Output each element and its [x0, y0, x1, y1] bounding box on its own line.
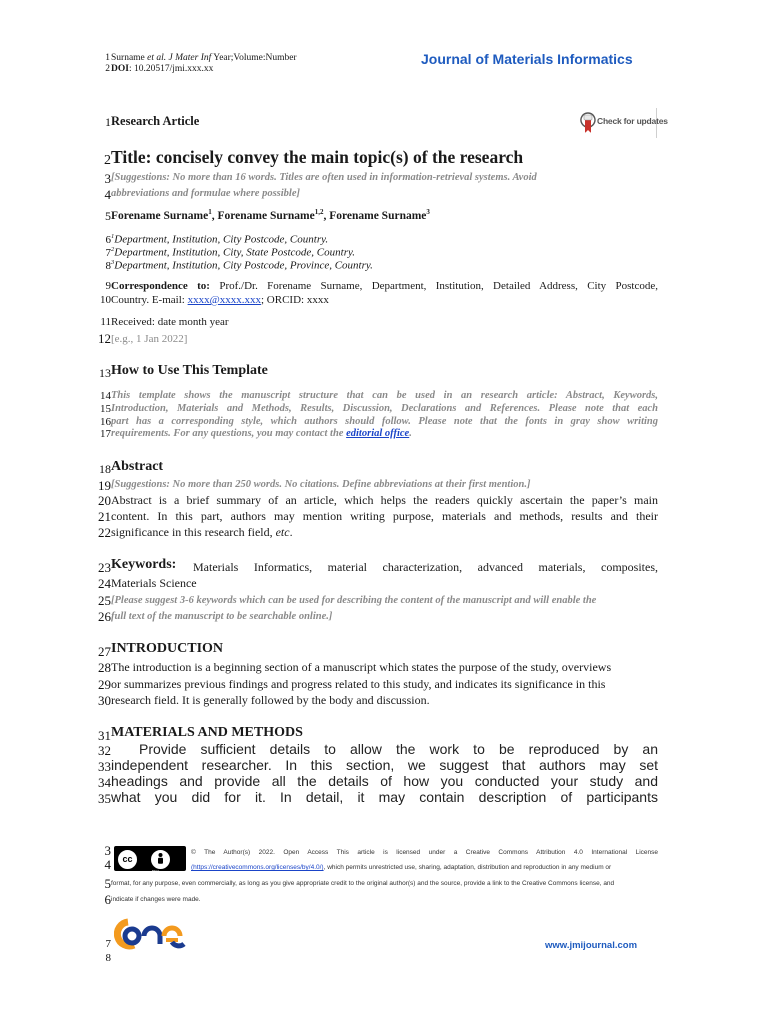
- line-number: 31: [98, 728, 111, 743]
- cc-icon: cc: [117, 849, 138, 870]
- journal-website-link[interactable]: www.jmijournal.com: [545, 940, 638, 951]
- line-number: 12: [98, 331, 111, 346]
- line-number: 1: [105, 53, 110, 63]
- line-number: 22: [98, 525, 111, 540]
- line-number: 2: [105, 64, 110, 74]
- line-number: 24: [98, 576, 111, 591]
- line-number: 1: [105, 115, 111, 129]
- line-number: 11: [100, 316, 111, 328]
- line-number: 23: [98, 560, 111, 575]
- abstract-hint: [Suggestions: No more than 250 words. No citations. Define abbreviations at their first mention.]: [111, 479, 531, 490]
- methods-line: Provide sufficient details to allow the work to be reproduced by an: [139, 741, 658, 757]
- author-sep: ,: [323, 209, 330, 222]
- author-sup: 3: [426, 208, 430, 216]
- license-url-link[interactable]: (https://creativecommons.org/licenses/by/4.0/): [191, 864, 324, 871]
- license-line: indicate if changes were made.: [111, 896, 201, 903]
- abstract-line: [111, 525, 293, 540]
- correspondence-line: [111, 280, 658, 292]
- header-doi: [111, 64, 213, 74]
- line-number: 13: [99, 366, 111, 380]
- citation-suffix: Year;Volume:Number: [211, 53, 297, 63]
- introduction-heading: INTRODUCTION: [111, 641, 224, 656]
- line-number: 8: [105, 952, 111, 964]
- check-for-updates-icon: [580, 112, 596, 134]
- article-type: Research Article: [111, 114, 200, 128]
- header-citation: [111, 53, 297, 63]
- person-icon: [151, 850, 170, 869]
- line-number: 15: [100, 403, 111, 415]
- correspondence-line: [111, 294, 329, 306]
- line-number: 30: [98, 693, 111, 708]
- license-line-text: , which permits unrestricted use, sharing, adaptation, distribution and reproduction in any medium or: [323, 864, 612, 871]
- line-number: 19: [98, 478, 111, 493]
- line-number: 21: [98, 509, 111, 524]
- abstract-line: content. In this part, authors may mention writing purpose, materials and methods, results and their: [111, 509, 658, 523]
- license-line: [191, 864, 611, 871]
- line-number: 3: [104, 843, 111, 858]
- affiliation-text: Department, Institution, City Postcode, Province, Country.: [114, 259, 373, 272]
- affiliation: [111, 246, 355, 259]
- methods-heading: MATERIALS AND METHODS: [111, 725, 303, 740]
- cc-by-badge[interactable]: [114, 846, 186, 876]
- affiliation-text: Department, Institution, City Postcode, Country.: [114, 233, 329, 246]
- line-number: 18: [99, 462, 111, 476]
- line-number: 4: [104, 857, 111, 872]
- author-name: Forename Surname: [217, 209, 315, 222]
- author-name: Forename Surname: [111, 209, 209, 222]
- line-number: 25: [98, 593, 111, 608]
- keywords-line: Materials Science: [111, 576, 197, 590]
- keywords-label: Keywords:: [111, 557, 177, 572]
- line-number: 7: [105, 247, 111, 259]
- affiliation-sup: 3: [111, 259, 115, 266]
- affiliation: [111, 259, 373, 272]
- affiliation-sup: 2: [111, 246, 115, 253]
- methods-line: independent researcher. In this section, we suggest that authors may set: [111, 757, 658, 773]
- line-number: 2: [104, 153, 111, 168]
- citation-prefix: Surname: [111, 53, 148, 63]
- doi-label: DOI: [111, 64, 129, 74]
- keywords-line: Materials Informatics, material characterization, advanced materials, composites,: [193, 560, 658, 574]
- editorial-office-link[interactable]: editorial office: [346, 428, 410, 439]
- methods-line: headings and provide all the details of how you conducted your study and: [111, 773, 658, 789]
- how-to-period: .: [409, 428, 412, 439]
- affiliation-sup: 1: [111, 233, 115, 240]
- title-hint: [Suggestions: No more than 16 words. Titles are often used in information-retrieval systems. Avoid: [111, 172, 537, 183]
- affiliation: [111, 233, 328, 246]
- journal-title: Journal of Materials Informatics: [421, 51, 633, 67]
- line-number: 33: [98, 759, 111, 774]
- line-number: 14: [100, 390, 111, 402]
- line-number: 16: [100, 416, 111, 428]
- introduction-line: or summarizes previous findings and progress related to this study, and indicates its significance in this: [111, 677, 606, 691]
- how-to-heading: How to Use This Template: [111, 363, 268, 378]
- how-to-contact-text: requirements. For any questions, you may contact the: [111, 428, 347, 439]
- author-list: [111, 208, 430, 222]
- line-number: 5: [105, 209, 111, 223]
- author-sep: ,: [211, 209, 218, 222]
- line-number: 32: [98, 743, 111, 758]
- attribution-person-icon: [150, 849, 171, 870]
- line-number: 4: [104, 187, 111, 202]
- license-line: format, for any purpose, even commercially, as long as you give appropriate credit to the original author(s) and the source, provide a link to the Creative Commons license, and: [111, 880, 615, 887]
- line-number: 8: [105, 260, 111, 272]
- line-number: 9: [105, 280, 111, 292]
- introduction-line: research field. It is generally followed by the body and discussion.: [111, 693, 430, 707]
- correspondence-label: Correspondence to:: [111, 280, 210, 292]
- by-label: BY: [152, 870, 159, 876]
- author-sup: 1,2: [314, 208, 324, 216]
- correspondence-text: Prof./Dr. Forename Surname, Department, Institution, Detailed Address, City Postcode,: [209, 280, 658, 292]
- affiliation-text: Department, Institution, City, State Postcode, Country.: [114, 246, 356, 259]
- doi-value: : 10.20517/jmi.xxx.xx: [128, 64, 214, 74]
- line-number: 35: [98, 791, 111, 806]
- received-date: Received: date month year: [111, 316, 229, 328]
- line-number: 34: [98, 775, 111, 790]
- received-example: [e.g., 1 Jan 2022]: [111, 333, 188, 345]
- methods-line: what you did for it. In detail, it may contain description of participants: [111, 789, 658, 805]
- line-number: 3: [104, 171, 111, 186]
- introduction-line: The introduction is a beginning section of a manuscript which states the purpose of the study, overviews: [111, 660, 612, 674]
- keywords-hint: full text of the manuscript to be searchable online.]: [111, 611, 333, 622]
- line-number: 27: [98, 644, 111, 659]
- oae-logo: [114, 918, 194, 950]
- abstract-line-text: significance in this research field,: [111, 525, 276, 539]
- abstract-etc: etc: [275, 525, 290, 539]
- check-for-updates-label: Check for updates: [597, 116, 668, 126]
- abstract-line: Abstract is a brief summary of an article, which helps the readers quickly ascertain the paper’s main: [111, 493, 658, 507]
- license-line: © The Author(s) 2022. Open Access This article is licensed under a Creative Commons Attribution 4.0 International License: [191, 849, 658, 856]
- line-number: 5: [104, 876, 111, 891]
- title-hint: abbreviations and formulae where possible]: [111, 188, 301, 199]
- author-sup: 1: [208, 208, 212, 216]
- line-number: 6: [104, 892, 111, 907]
- correspondence-country: Country. E-mail:: [111, 294, 188, 306]
- article-title: Title: concisely convey the main topic(s) of the research: [111, 147, 524, 167]
- line-number: 20: [98, 493, 111, 508]
- how-to-line: part has a corresponding style, which authors should follow. Please note that the fonts in gray show writing: [111, 416, 658, 427]
- line-number: 26: [98, 609, 111, 624]
- oae-logo-mark: [114, 918, 194, 950]
- line-number: 7: [105, 938, 111, 950]
- line-number: 6: [105, 234, 111, 246]
- abstract-heading: Abstract: [111, 459, 164, 474]
- how-to-line: Introduction, Materials and Methods, Results, Discussion, Declarations and References. Please note that each: [111, 403, 658, 414]
- check-for-updates-badge[interactable]: [578, 108, 668, 138]
- line-number: 10: [100, 294, 111, 306]
- line-number: 17: [100, 428, 111, 440]
- line-number: 28: [98, 660, 111, 675]
- line-number: 29: [98, 677, 111, 692]
- correspondence-email-link[interactable]: xxxx@xxxx.xxx: [187, 294, 261, 306]
- how-to-line: This template shows the manuscript structure that can be used in an research article: Abstract, Keywords,: [111, 390, 658, 401]
- how-to-line: [111, 428, 412, 439]
- author-name: Forename Surname: [329, 209, 427, 222]
- keywords-hint: [Please suggest 3-6 keywords which can be used for describing the content of the manuscript and will enable the: [111, 595, 597, 606]
- correspondence-orcid: ; ORCID: xxxx: [260, 294, 329, 306]
- citation-etal: et al. J Mater Inf: [147, 53, 212, 63]
- abstract-period: .: [289, 525, 293, 539]
